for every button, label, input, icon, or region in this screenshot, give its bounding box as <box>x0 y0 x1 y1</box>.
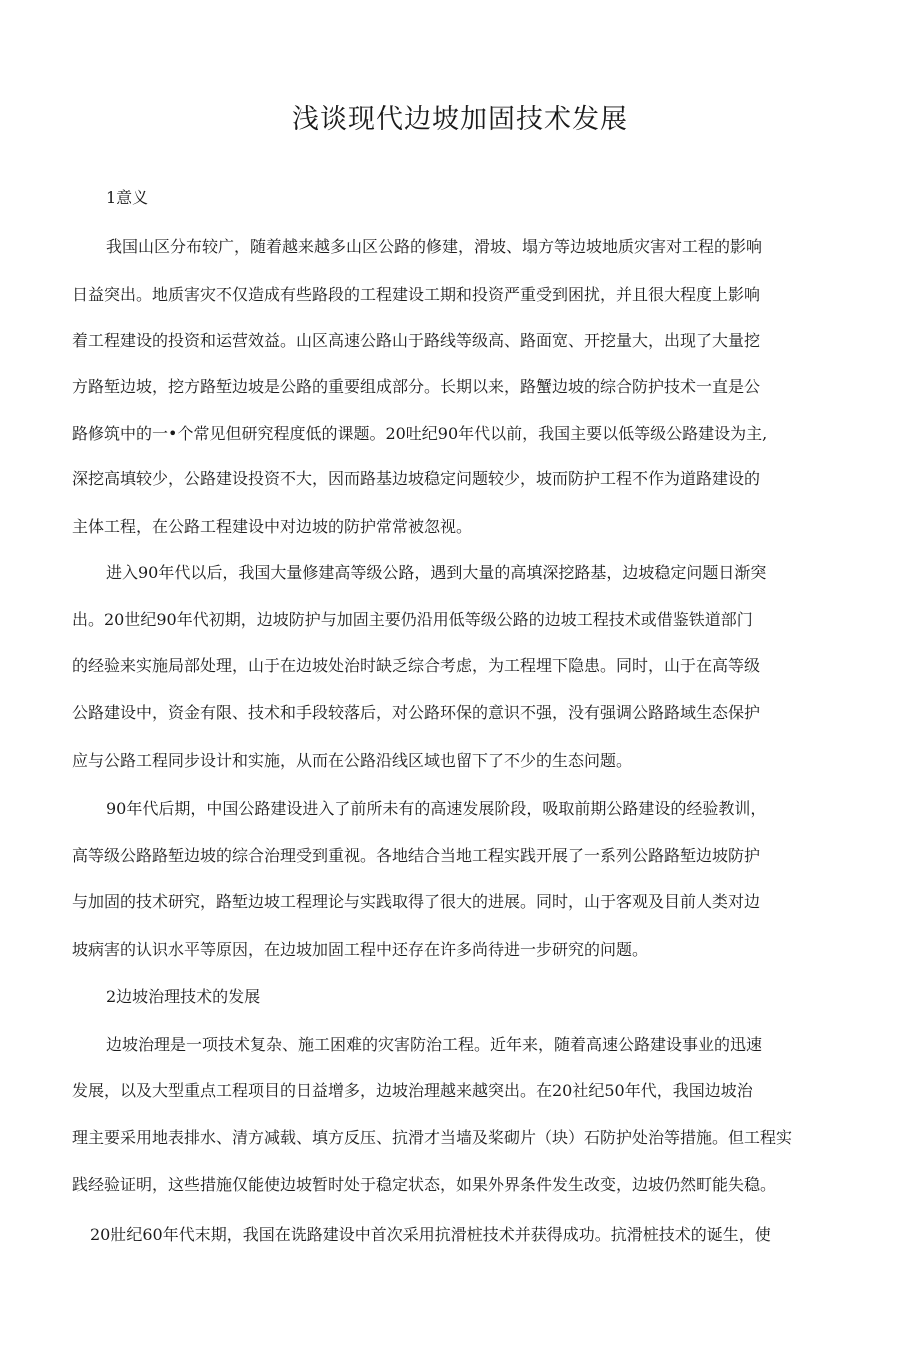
paragraph-line: 公路建设中，资金有限、技术和手段较落后，对公路环保的意识不强，没有强调公路路域生态保护 <box>72 703 761 722</box>
paragraph-line: 坡病害的认识水平等原因，在边坡加固工程中还存在许多尚待进一步研究的问题。 <box>72 940 649 959</box>
paragraph-line: 边坡治理是一项技术复杂、施工困难的灾害防治工程。近年来，随着高速公路建设事业的迅速 <box>106 1035 763 1054</box>
paragraph-line: 主体工程，在公路工程建设中对边坡的防护常常被忽视。 <box>72 517 473 536</box>
paragraph-line: 路修筑中的一•个常见但研究程度低的课题。20吐纪90年代以前，我国主要以低等级公路建设为主, <box>72 424 768 443</box>
paragraph-line: 20壯纪60年代末期，我国在诜路建设中首次采用抗滑桩技术并获得成功。抗滑桩技术的诞生，使 <box>90 1225 771 1244</box>
paragraph-line: 出。20世纪90年代初期，边坡防护与加固主要仍沿用低等级公路的边坡工程技术或借鉴铁道部门 <box>72 610 753 629</box>
paragraph-line: 着工程建设的投资和运营效益。山区高速公路山于路线等级高、路面宽、开挖量大，出现了大量挖 <box>72 331 761 350</box>
document-title: 浅谈现代边坡加固技术发展 <box>292 104 628 135</box>
paragraph-line: 高等级公路路堑边坡的综合治理受到重视。各地结合当地工程实践开展了一系列公路路堑边坡防护 <box>72 846 761 865</box>
paragraph-line: 我国山区分布较广，随着越来越多山区公路的修建，滑坡、塌方等边坡地质灾害对工程的影响 <box>106 237 763 256</box>
paragraph-line: 方路堑边坡，挖方路堑边坡是公路的重要组成部分。长期以来，路蟹边坡的综合防护技术一直是公 <box>72 377 761 396</box>
paragraph-line: 90年代后期，中国公路建设进入了前所未有的高速发展阶段，吸取前期公路建设的经验教训， <box>106 799 767 818</box>
paragraph-line: 应与公路工程同步设计和实施，从而在公路沿线区域也留下了不少的生态问题。 <box>72 751 633 770</box>
paragraph-line: 理主要采用地表排水、清方减载、填方反压、抗滑才当墙及桨砌片（块）石防护处治等措施。但工程实 <box>72 1128 793 1147</box>
paragraph-line: 日益突出。地质害灾不仅造成有些路段的工程建设工期和投资严重受到困扰，并且很大程度上影响 <box>72 285 761 304</box>
paragraph-line: 进入90年代以后，我国大量修建高等级公路，遇到大量的高填深挖路基，边坡稳定问题日渐突 <box>106 563 767 582</box>
paragraph-line: 发展，以及大型重点工程项目的日益增多，边坡治理越来越突出。在20社纪50年代，我国边坡治 <box>72 1081 753 1100</box>
paragraph-line: 的经验来实施局部处理，山于在边坡处治时缺乏综合考虑，为工程埋下隐患。同时，山于在高等级 <box>72 656 761 675</box>
section-1-heading: 1意义 <box>106 188 149 207</box>
paragraph-line: 与加固的技术研究，路堑边坡工程理论与实践取得了很大的进展。同时，山于客观及目前人类对边 <box>72 892 761 911</box>
section-2-heading: 2边坡治理技术的发展 <box>106 987 261 1006</box>
paragraph-line: 深挖高填较少，公路建设投资不大，因而路基边坡稳定问题较少，坡而防护工程不作为道路建设的 <box>72 469 761 488</box>
paragraph-line: 践经验证明，这些措施仅能使边坡暂时处于稳定状态，如果外界条件发生改变，边坡仍然町能失稳。 <box>72 1175 777 1194</box>
